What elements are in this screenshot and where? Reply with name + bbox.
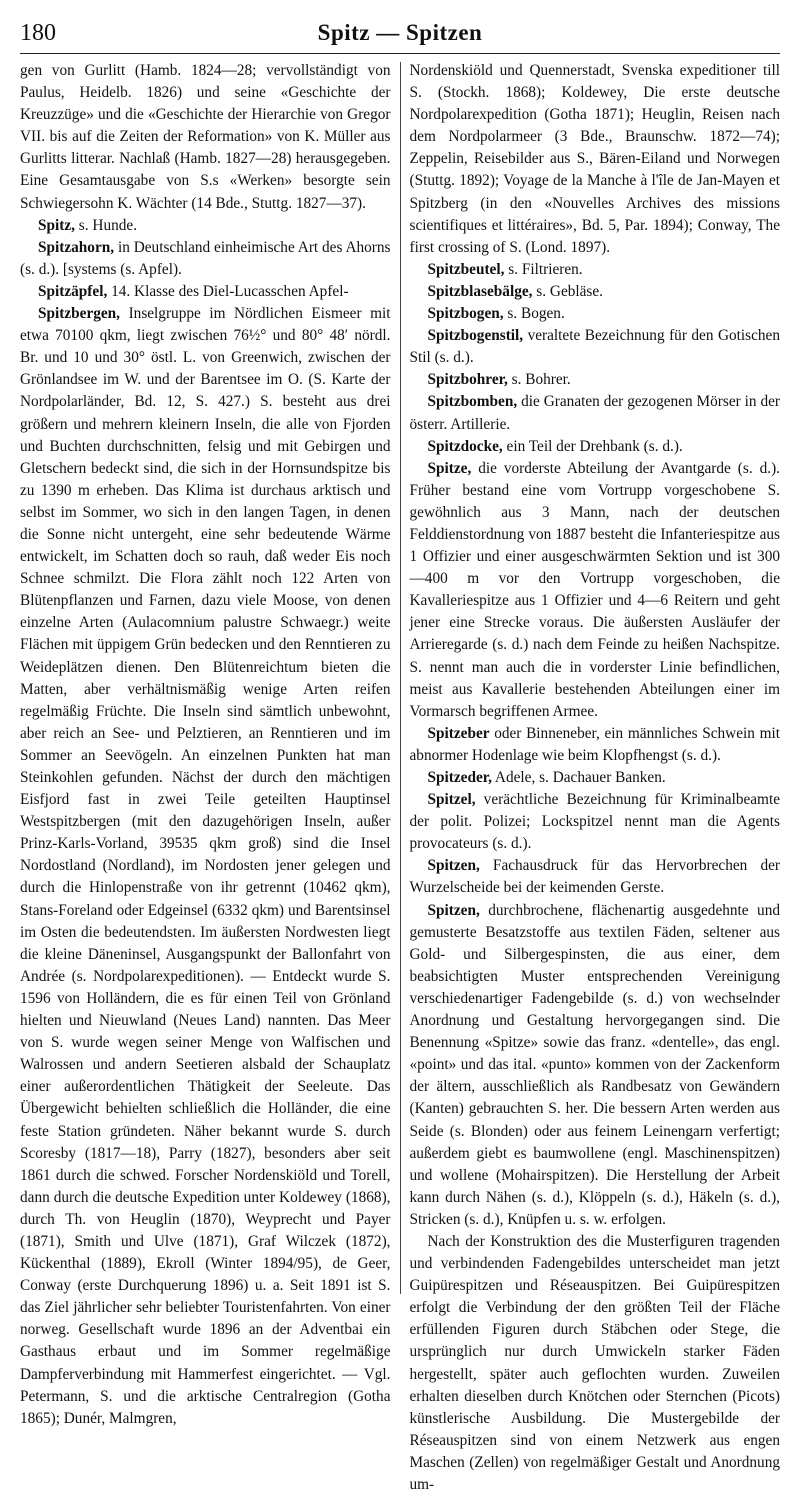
entry-headword: Spitzel, (427, 791, 476, 809)
entry-text: die vorderste Abteilung der Avantgarde (s. d.). Früher bestand eine vom Vortrupp vorgeschobene S. gewöhnlich aus 3 Mann, nach der deutschen Felddienstordnung von 1887 besteht die Infanteriespitze aus 1 Offizier und einer ausgeschwärmten Sektion und ist 300—400 m vor den Vortrupp vorgeschoben, die Kavalleriespitze aus 1 Offizier und 4—6 Reitern und geht jener eine Strecke voraus. Die äußersten Ausläufer der Arrieregarde (s. d.) nach dem Feinde zu heißen Nachspitze. S. nennt man auch die in vorderster Linie befindlichen, meist aus Kavallerie bestehenden Abteilungen einer im Vormarsch begriffenen Armee. (409, 459, 780, 720)
dictionary-entry (20, 215, 391, 237)
entry-headword: Spitzbomben, (427, 393, 518, 411)
dictionary-entry (410, 458, 781, 723)
entry-headword: Spitzen, (427, 901, 480, 919)
dictionary-entry (410, 303, 781, 325)
dictionary-entry (410, 391, 781, 435)
dictionary-entry (410, 900, 781, 1231)
dictionary-entry (20, 60, 391, 215)
page-number: 180 (20, 20, 56, 46)
entry-headword: Spitz, (38, 216, 75, 234)
entry-headword: Spitzbohrer, (427, 371, 508, 389)
dictionary-entry (20, 303, 391, 1430)
dictionary-entry (20, 281, 391, 303)
entry-text: gen von Gurlitt (Hamb. 1824—28; vervollständigt von Paulus, Heidelb. 1826) und seine «Geschichte der Kreuzzüge» und die «Geschichte der Hierarchie von Gregor VII. bis auf die Zeiten der Reformation» von K. Müller aus Gurlitts litterar. Nachlaß (Hamb. 1827—28) herausgegeben. Eine Gesamtausgabe von S.s «Werken» besorgte sein Schwiegersohn K. Wächter (14 Bde., Stuttg. 1827—37). (20, 62, 391, 212)
dictionary-entry (20, 237, 391, 281)
text-columns (20, 60, 780, 1493)
dictionary-entry (410, 723, 781, 767)
entry-text: die Granaten der gezogenen Mörser in der österr. Artillerie. (409, 393, 780, 433)
entry-text: Adele, s. Dachauer Banken. (491, 769, 666, 786)
dictionary-entry (410, 369, 781, 391)
entry-text: veraltete Bezeichnung für den Gotischen Stil (s. d.). (409, 327, 780, 367)
entry-headword: Spitzbogen, (427, 305, 504, 323)
entry-text: Nach der Konstruktion des die Musterfiguren tragenden und verbindenden Fadengebildes unterscheidet man jetzt Guipürespitzen und Réseauspitzen. Bei Guipürespitzen erfolgt die Verbindung der den größten Teil der Fläche erfüllenden Figuren durch Stäbchen oder Stege, die ursprünglich nur durch Umwickeln starker Fäden hergestellt, später auch geflochten wurden. Zuweilen erhalten dieselben durch Knötchen oder Sternchen (Picots) künstlerische Ausbildung. Die Mustergebilde der Réseauspitzen sind von einem Netzwerk aus engen Maschen (Zellen) von regelmäßiger Gestalt und Anordnung um- (409, 1232, 780, 1493)
entry-text: oder Binneneber, ein männliches Schwein mit abnormer Hodenlage wie beim Klopfhengst (s. d.). (409, 724, 780, 764)
dictionary-entry (410, 259, 781, 281)
running-title: Spitz — Spitzen (317, 20, 483, 45)
entry-headword: Spitzahorn, (38, 238, 115, 256)
dictionary-entry (410, 436, 781, 458)
entry-headword: Spitzen, (427, 857, 480, 875)
entry-headword: Spitze, (427, 459, 472, 477)
dictionary-entry (410, 1231, 781, 1496)
page-header (20, 14, 780, 54)
entry-text: ein Teil der Drehbank (s. d.). (502, 437, 683, 455)
entry-text: in Deutschland einheimische Art des Ahorns (s. d.). [systems (s. Apfel). (20, 238, 391, 278)
entry-text: s. Gebläse. (532, 282, 603, 300)
right-column (401, 60, 781, 1493)
entry-text: durchbrochene, flächenartig ausgedehnte und gemusterte Besatzstoffe aus textilen Fäden, seltener aus Gold- und Silbergespinsten, die aus einer, dem beabsichtigten Muster entsprechenden Vereinigung verschiedenartiger Fadengebilde (s. d.) von wechselnder Anordnung und Gestaltung hervorgegangen sind. Die Benennung «Spitze» sowie das franz. «dentelle», das engl. «point» und das ital. «punto» kommen von der Zackenform der ältern, ausschließlich als Randbesatz von Gewändern (Kanten) gebrauchten S. her. Die bessern Arten werden aus Seide (s. Blonden) oder aus feinem Leinengarn verfertigt; außerdem giebt es baumwollene (engl. Maschinenspitzen) und wollene (Mohairspitzen). Die Herstellung der Arbeit kann durch Nähen (s. d.), Klöppeln (s. d.), Häkeln (s. d.), Stricken (s. d.), Knüpfen u. s. w. erfolgen. (409, 901, 780, 1228)
dictionary-entry (410, 325, 781, 369)
left-column (20, 60, 400, 1427)
entry-text: s. Bohrer. (507, 371, 571, 389)
dictionary-entry (410, 767, 781, 789)
entry-headword: Spitzblasebälge, (427, 282, 533, 300)
entry-text: s. Filtrieren. (504, 260, 583, 278)
entry-text: 14. Klasse des Diel-Lucasschen Apfel- (107, 282, 349, 300)
entry-text: Inselgruppe im Nördlichen Eismeer mit etwa 70100 qkm, liegt zwischen 76½° und 80° 48′ nördl. Br. und 10 und 30° östl. L. von Greenwich, zwischen der Grönlandsee im W. und der Barentsee im O. (S. Karte der Nordpolarländer, Bd. 12, S. 427.) S. besteht aus drei größern und mehrern kleinern Inseln, die alle von Fjorden und Buchten durchschnitten, felsig und mit Gebirgen und Gletschern bedeckt sind, die sich in der Hornsundspitze bis zu 1390 m erheben. Das Klima ist durchaus arktisch und selbst im Sommer, wo sich in den langen Tagen, in denen die Sonne nicht untergeht, eine sehr bedeutende Wärme entwickelt, im Schatten doch so rauh, daß weder Eis noch Schnee schmilzt. Die Flora zählt noch 122 Arten von Blütenpflanzen und Farnen, dazu viele Moose, von denen einzelne Arten (Aulacomnium palustre Schwaegr.) weite Flächen mit üppigem Grün bedecken und den Renntieren zu Weideplätzen dienen. Den Blütenreichtum bieten die Matten, aber verhältnismäßig wenige Arten reifen regelmäßig Früchte. Die Inseln sind sämtlich unbewohnt, aber reich an See- und Pelztieren, an Renntieren und im Sommer an Seevögeln. An einzelnen Punkten hat man Steinkohlen gefunden. Nächst der durch den mächtigen Eisfjord fast in zwei Teile geteilten Hauptinsel Westspitzbergen (mit den dazugehörigen Inseln, außer Prinz-Karls-Vorland, 39535 qkm groß) sind die Insel Nordostland (Nordland), im Nordosten jener gelegen und durch die Hinlopenstraße von ihr getrennt (10462 qkm), Stans-Foreland oder Edgeinsel (6332 qkm) und Barentsinsel im Osten die bedeutendsten. Im äußersten Nordwesten liegt die kleine Däneninsel, Ausgangspunkt der Ballonfahrt von Andrée (s. Nordpolarexpeditionen). — Entdeckt wurde S. 1596 von Holländern, die es für einen Teil von Grönland hielten und Nieuwland (Neues Land) nannten. Das Meer von S. wurde wegen seiner Menge von Walfischen und Walrossen und andern Seetieren alsbald der Schauplatz einer außerordentlichen Thätigkeit der Seeleute. Das Übergewicht behielten schließlich die Holländer, die eine feste Station gründeten. Näher bekannt wurde S. durch Scoresby (1817—18), Parry (1827), besonders aber seit 1861 durch die schwed. Forscher Nordenskiöld und Torell, dann durch die deutsche Expedition unter Koldewey (1868), durch Th. von Heuglin (1870), Weyprecht und Payer (1871), Smith und Ulve (1871), Graf Wilczek (1872), Kückenthal (1889), Ekroll (Winter 1894/95), de Geer, Conway (erste Durchquerung 1896) u. a. Seit 1891 ist S. das Ziel jährlicher sehr beliebter Touristenfahrten. Von einer norweg. Gesellschaft wurde 1896 an der Adventbai ein Gasthaus erbaut und im Sommer regelmäßige Dampferverbindung mit Hammerfest eingerichtet. — Vgl. Petermann, S. und die arktische Centralregion (Gotha 1865); Dunér, Malmgren, (20, 305, 391, 1427)
entry-text: s. Hunde. (74, 216, 138, 234)
dictionary-entry (410, 60, 781, 259)
entry-text: s. Bogen. (503, 305, 565, 323)
entry-headword: Spitzdocke, (427, 437, 503, 455)
entry-headword: Spitzeber (427, 724, 490, 742)
entry-headword: Spitzäpfel, (38, 282, 108, 300)
entry-text: verächtliche Bezeichnung für Kriminalbeamte der polit. Polizei; Lockspitzel nennt man die Agents provocateurs (s. d.). (409, 791, 780, 853)
entry-text: Fachausdruck für das Hervorbrechen der Wurzelscheide bei der keimenden Gerste. (409, 857, 780, 897)
dictionary-entry (410, 789, 781, 855)
entry-headword: Spitzbergen, (38, 305, 121, 323)
entry-headword: Spitzeder, (427, 769, 492, 786)
dictionary-entry (410, 855, 781, 899)
entry-text: Nordenskiöld und Quennerstadt, Svenska expeditioner till S. (Stockh. 1868); Koldewey, Die erste deutsche Nordpolarexpedition (Gotha 1871); Heuglin, Reisen nach dem Nordpolarmeer (3 Bde., Braunschw. 1872—74); Zeppelin, Reisebilder aus S., Bären-Eiland und Norwegen (Stuttg. 1892); Voyage de la Manche à l'île de Jan-Mayen et Spitzberg (in den «Nouvelles Archives des missions scientifiques et littéraires», Bd. 5, Par. 1894); Conway, The first crossing of S. (Lond. 1897). (409, 62, 780, 256)
dictionary-entry (410, 281, 781, 303)
entry-headword: Spitzbogenstil, (427, 327, 524, 345)
entry-headword: Spitzbeutel, (427, 260, 505, 278)
